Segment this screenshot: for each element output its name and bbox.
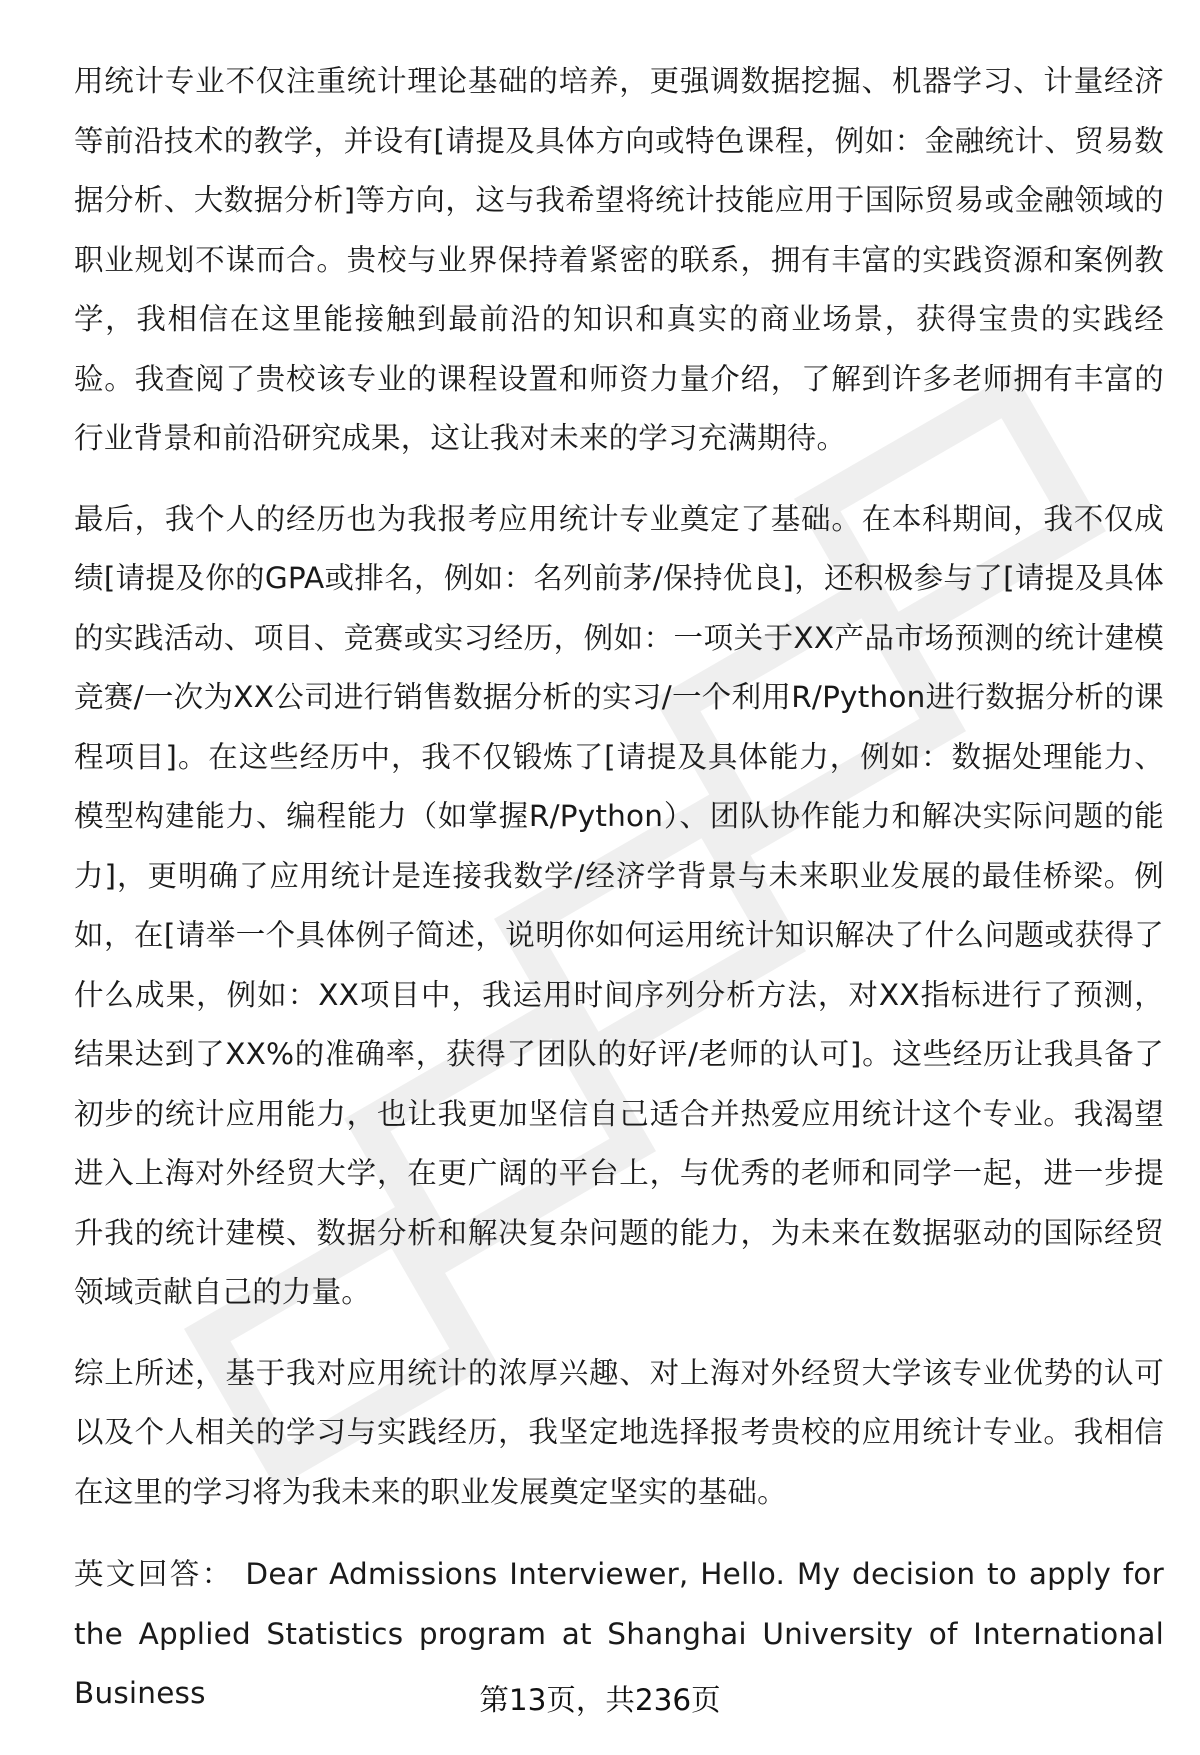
page-number-footer: 第13页，共236页	[479, 1683, 721, 1717]
paragraph-3: 综上所述，基于我对应用统计的浓厚兴趣、对上海对外经贸大学该专业优势的认可以及个人相关的学习与实践经历，我坚定地选择报考贵校的应用统计专业。我相信在这里的学习将为我未来的职业发展奠定坚实的基础。	[74, 1355, 1164, 1509]
paragraph-2: 最后，我个人的经历也为我报考应用统计专业奠定了基础。在本科期间，我不仅成绩[请提及你的GPA或排名，例如：名列前茅/保持优良]，还积极参与了[请提及具体的实践活动、项目、竞赛或实习经历，例如：一项关于XX产品市场预测的统计建模竞赛/一次为XX公司进行销售数据分析的实习/一个利用R/Python进行数据分析的课程项目]。在这些经历中，我不仅锻炼了[请提及具体能力，例如：数据处理能力、模型构建能力、编程能力（如掌握R/Python）、团队协作能力和解决实际问题的能力]，更明确了应用统计是连接我数学/经济学背景与未来职业发展的最佳桥梁。例如，在[请举一个具体例子简述，说明你如何运用统计知识解决了什么问题或获得了什么成果，例如：XX项目中，我运用时间序列分析方法，对XX指标进行了预测，结果达到了XX%的准确率，获得了团队的好评/老师的认可]。这些经历让我具备了初步的统计应用能力，也让我更加坚信自己适合并热爱应用统计这个专业。我渴望进入上海对外经贸大学，在更广阔的平台上，与优秀的老师和同学一起，进一步提升我的统计建模、数据分析和解决复杂问题的能力，为未来在数据驱动的国际经贸领域贡献自己的力量。	[74, 501, 1164, 1309]
paragraph-english-answer: 英文回答： Dear Admissions Interviewer, Hello. My decision to apply for the Applied Statistics program at Shanghai University of International Business	[74, 1557, 1164, 1710]
paragraph-1: 用统计专业不仅注重统计理论基础的培养，更强调数据挖掘、机器学习、计量经济等前沿技术的教学，并设有[请提及具体方向或特色课程，例如：金融统计、贸易数据分析、大数据分析]等方向，这与我希望将统计技能应用于国际贸易或金融领域的职业规划不谋而合。贵校与业界保持着紧密的联系，拥有丰富的实践资源和案例教学，我相信在这里能接触到最前沿的知识和真实的商业场景，获得宝贵的实践经验。我查阅了贵校该专业的课程设置和师资力量介绍，了解到许多老师拥有丰富的行业背景和前沿研究成果，这让我对未来的学习充满期待。	[74, 64, 1164, 455]
document-body	[74, 52, 1164, 1724]
